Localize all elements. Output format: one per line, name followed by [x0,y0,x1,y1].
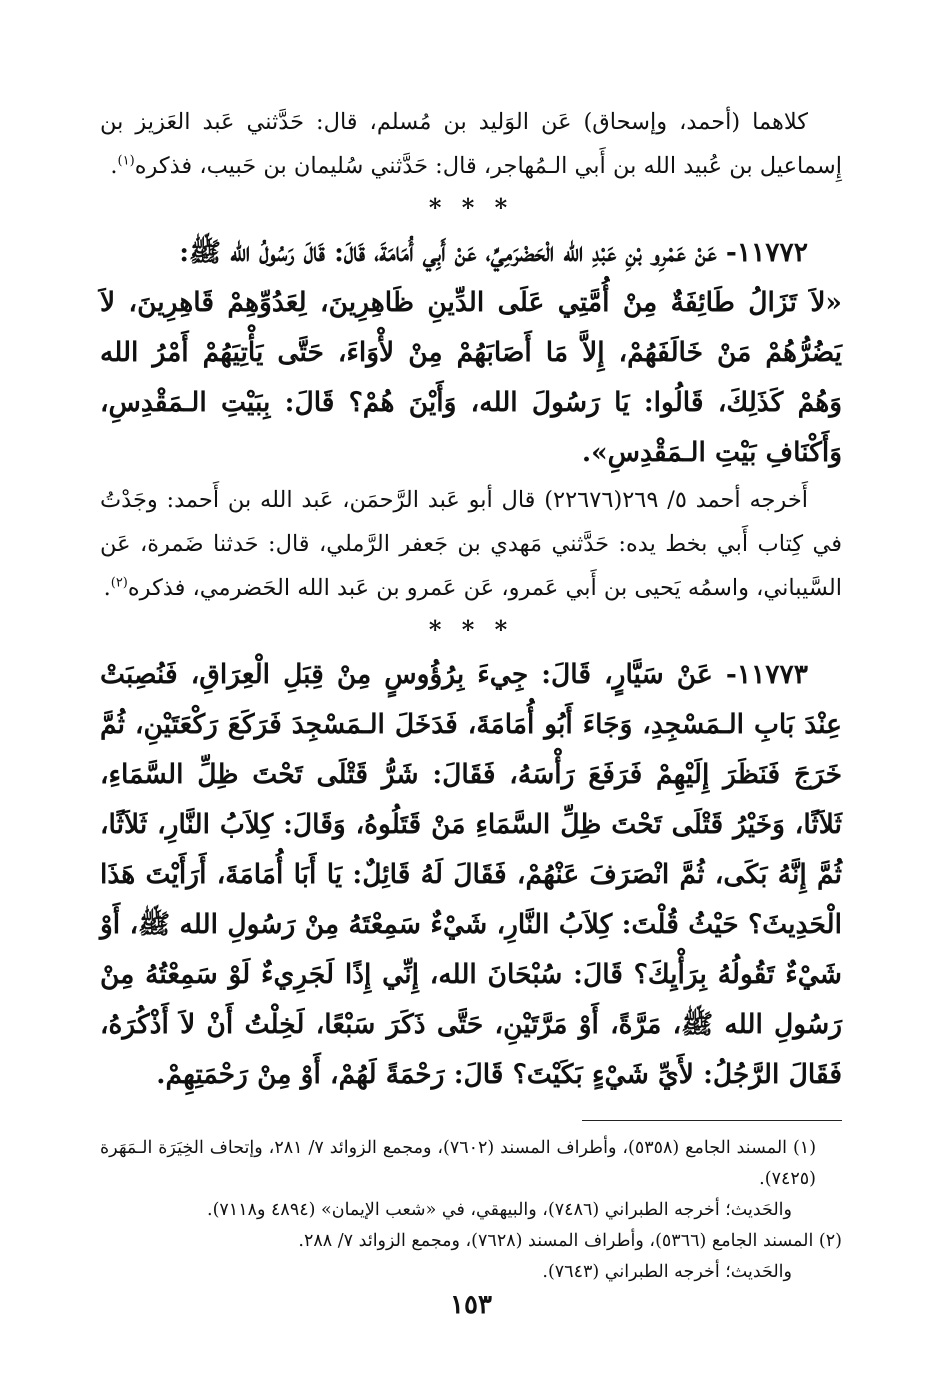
footnote-1: (١) المسند الجامع (٥٣٥٨)، وأطراف المسند (٧٦٠٢)، ومجمع الزوائد ٧/ ٢٨١، وإتحاف الخِيَرَة الـمَهَرة (٧٤٢٥). [100,1138,817,1189]
footnote-ref-1: (١) [117,153,135,169]
footnote-ref-2: (٢) [110,575,128,591]
hadith-11772-takhrij: أَخرجه أحمد ٥/ ٢٦٩(٢٢٦٧٦) قال أبو عَبد الرَّحمَن، عَبد الله بن أَحمد: وجَدْتُ في كِتاب أَبي بخط يده: حَدَّثني مَهدي بن جَعفر الرَّملي، قال: حَدثنا ضَمرة، عَن السَّيباني، واسمُه يَحيى بن أَبي عَمرو، عَن عَمرو بن عَبد الله الحَضرمي، فذكره$^{(٢)}$. [100,487,842,601]
footnotes [100,1133,842,1288]
page-number: ١٥٣ [450,1290,492,1320]
intro-text: كلاهما (أحمد، وإسحاق) عَن الوَليد بن مُسلم، قال: حَدَّثني عَبد العَزيز بن إِسماعيل بن عُبيد الله بن أَبي الـمُهاجر، قال: حَدَّثني سُليمان بن حَبيب، فذكره [100,109,842,179]
hadith-11772-text: «لاَ تَزَالُ طَائِفَةٌ مِنْ أُمَّتِي عَلَى الدِّينِ ظَاهِرِينَ، لِعَدُوِّهِمْ قَاهِرِينَ، لاَ يَضُرُّهُمْ مَنْ خَالَفَهُمْ، إِلاَّ مَا أَصَابَهُمْ مِنْ لأْوَاءَ، حَتَّى يَأْتِيَهُمْ أَمْرُ الله وَهُمْ كَذَلِكَ، قَالُوا: يَا رَسُولَ الله، وَأَيْنَ هُمْ؟ قَالَ: بِبَيْتِ الـمَقْدِسِ، وَأَكْنَافِ بَيْتِ الـمَقْدِسِ». [100,287,842,468]
footnote-1-continuation: والحَديث؛ أخرجه الطبراني (٧٤٨٦)، والبيهقي، في «شعب الإيمان» (٤٨٩٤ و٧١١٨). [207,1200,792,1220]
hadith-11773-text: ١١٧٧٣- عَنْ سَيَّارٍ، قَالَ: جِيءَ بِرُؤُوسٍ مِنْ قِبَلِ الْعِرَاقِ، فَنُصِبَتْ عِنْدَ بَابِ الـمَسْجِدِ، وَجَاءَ أَبُو أُمَامَةَ، فَدَخَلَ الـمَسْجِدَ فَرَكَعَ رَكْعَتَيْنِ، ثُمَّ خَرَجَ فَنَظَرَ إِلَيْهِمْ فَرَفَعَ رَأْسَهُ، فَقَالَ: شَرُّ قَتْلَى تَحْتَ ظِلِّ السَّمَاءِ، ثَلاَثًا، وَخَيْرُ قَتْلَى تَحْتَ ظِلِّ السَّمَاءِ مَنْ قَتَلُوهُ، وَقَالَ: كِلاَبُ النَّارِ، ثَلاَثًا، ثُمَّ إِنَّهُ بَكَى، ثُمَّ انْصَرَفَ عَنْهُمْ، فَقَالَ لَهُ قَائِلٌ: يَا أَبَا أُمَامَةَ، أَرَأَيْتَ هَذَا الْحَدِيثَ؟ حَيْثُ قُلْتَ: كِلاَبُ النَّارِ، شَيْءٌ سَمِعْتَهُ مِنْ رَسُولِ الله ﷺ، أَوْ شَيْءٌ تَقُولُهُ بِرَأْيِكَ؟ قَالَ: سُبْحَانَ الله، إِنِّي إِذًا لَجَرِيءٌ لَوْ سَمِعْتُهُ مِنْ رَسُولِ الله ﷺ، مَرَّةً، أَوْ مَرَّتَيْنِ، حَتَّى ذَكَرَ سَبْعًا، لَخِلْتُ أَنْ لاَ أَذْكُرَهُ، فَقَالَ الرَّجُلُ: لأَيِّ شَيْءٍ بَكَيْتَ؟ قَالَ: رَحْمَةً لَهُمْ، أَوْ مِنْ رَحْمَتِهِمْ. [100,659,842,1090]
footnote-2-continuation: والحَديث؛ أخرجه الطبراني (٧٦٤٣). [542,1262,792,1282]
footnote-divider [582,1120,842,1121]
section-separator: * * * [428,193,514,222]
section-separator: * * * [428,615,514,644]
intro-paragraph: كلاهما (أحمد، وإسحاق) عَن الوَليد بن مُسلم، قال: حَدَّثني عَبد العَزيز بن إِسماعيل بن عُبيد الله بن أَبي الـمُهاجر، قال: حَدَّثني سُليمان بن حَبيب، فذكره$^{(١)}$. [100,109,842,179]
footnote-2: (٢) المسند الجامع (٥٣٦٦)، وأطراف المسند (٧٦٢٨)، ومجمع الزوائد ٧/ ٢٨٨. [298,1231,842,1251]
takhrij-text: أَخرجه أحمد ٥/ ٢٦٩(٢٢٦٧٦) قال أبو عَبد الرَّحمَن، عَبد الله بن أَحمد: وجَدْتُ في كِتاب أَبي بخط يده: حَدَّثني مَهدي بن جَعفر الرَّملي، قال: حَدثنا ضَمرة، عَن السَّيباني، واسمُه يَحيى بن أَبي عَمرو، عَن عَمرو بن عَبد الله الحَضرمي، فذكره [100,487,842,601]
hadith-11772-heading: ١١٧٧٢- عَنْ عَمْرِو بْنِ عَبْدِ الله الْحَضْرَمِيِّ، عَنْ أَبِي أُمَامَةَ، قَالَ: قَالَ رَسُولُ الله ﷺ: [179,237,808,268]
